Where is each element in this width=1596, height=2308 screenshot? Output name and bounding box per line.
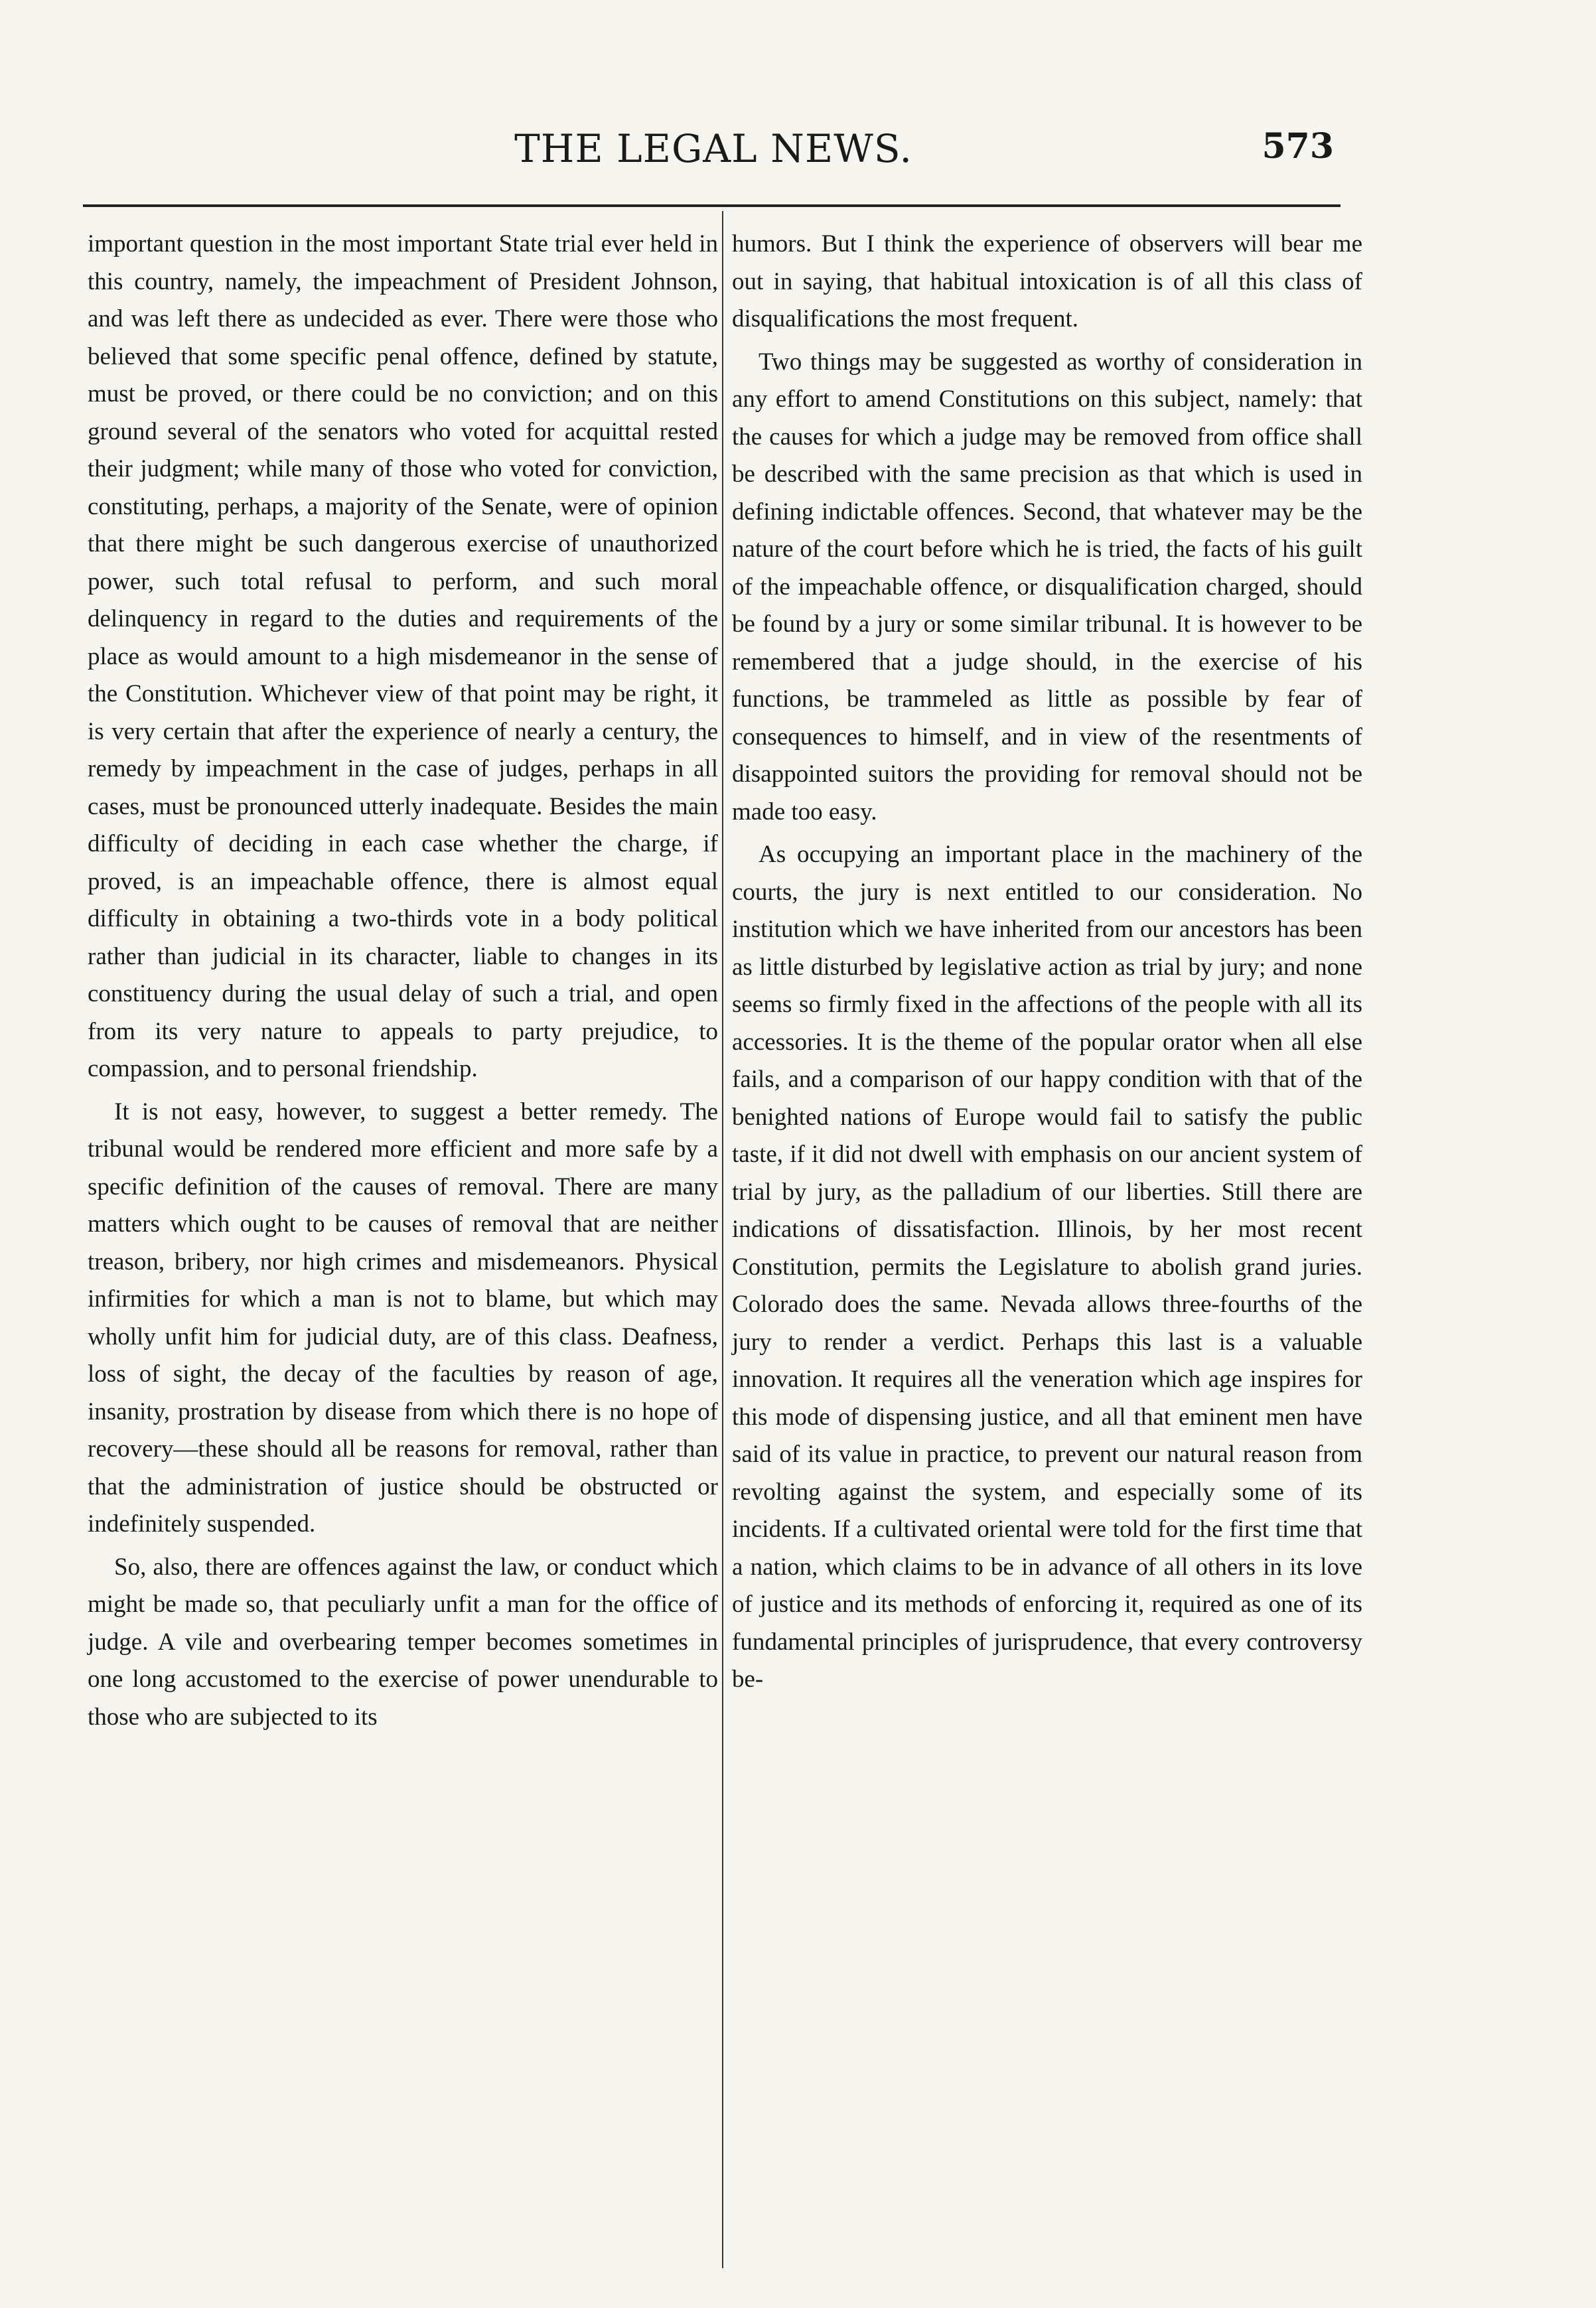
right-column xyxy=(732,226,1362,1699)
left-paragraph-3: So, also, there are offences against the law, or conduct which might be made so, that peculiarly unfit a man for the office of judge. A vile and overbearing temper becomes sometimes in one long accustomed to the exercise of power unendurable to those who are subjected to its xyxy=(88,1553,718,1731)
page-header xyxy=(86,126,1341,179)
right-paragraph-1: humors. But I think the experience of observers will bear me out in saying, that habitual intoxication is of all this class of disqualifications the most frequent. xyxy=(732,230,1362,332)
left-paragraph-1: important question in the most important State trial ever held in this country, namely, the impeachment of President Johnson, and was left there as undecided as ever. There were those who believed that some specific penal offence, defined by statute, must be proved, or there could be no conviction; and on this ground several of the senators who voted for acquittal rested their judgment; while many of those who voted for conviction, constituting, perhaps, a majority of the Senate, were of opinion that there might be such dangerous exercise of unauthorized power, such total refusal to perform, and such moral delinquency in regard to the duties and requirements of the place as would amount to a high misdemeanor in the sense of the Constitution. Whichever view of that point may be right, it is very certain that after the experience of nearly a century, the remedy by impeachment in the case of judges, perhaps in all cases, must be pronounced utterly inadequate. Besides the main difficulty of deciding in each case whether the charge, if proved, is an impeachable offence, there is almost equal difficulty in obtaining a two-thirds vote in a body political rather than judicial in its character, liable to changes in its constituency during the usual delay of such a trial, and open from its very nature to appeals to party prejudice, to compassion, and to personal friendship. xyxy=(88,230,718,1082)
left-paragraph-2: It is not easy, however, to suggest a better remedy. The tribunal would be rendered more efficient and more safe by a specific definition of the causes of removal. There are many matters which ought to be causes of removal that are neither treason, bribery, nor high crimes and misdemeanors. Physical infirmities for which a man is not to blame, but which may wholly unfit him for judicial duty, are of this class. Deafness, loss of sight, the decay of the faculties by reason of age, insanity, prostration by disease from which there is no hope of recovery—these should all be reasons for removal, rather than that the administration of justice should be obstructed or indefinitely suspended. xyxy=(88,1098,718,1538)
left-column xyxy=(88,226,718,1736)
column-divider xyxy=(722,211,723,2268)
right-paragraph-2: Two things may be suggested as worthy of consideration in any effort to amend Constitutions on this subject, namely: that the causes for which a judge may be removed from office shall be described with the same precision as that which is used in defining indictable offences. Second, that whatever may be the nature of the court before which he is tried, the facts of his guilt of the impeachable offence, or disqualification charged, should be found by a jury or some similar tribunal. It is however to be remembered that a judge should, in the exercise of his functions, be trammeled as little as possible by fear of consequences to himself, and in view of the resentments of disappointed suitors the providing for removal should not be made too easy. xyxy=(732,348,1362,826)
page-number: 573 xyxy=(1262,126,1334,167)
header-rule xyxy=(83,204,1341,207)
publication-title: THE LEGAL NEWS. xyxy=(514,126,912,171)
right-paragraph-3: As occupying an important place in the machinery of the courts, the jury is next entitled to our consideration. No institution which we have inherited from our ancestors has been as little disturbed by legislative action as trial by jury; and none seems so firmly fixed in the affections of the people with all its accessories. It is the theme of the popular orator when all else fails, and a comparison of our happy condition with that of the benighted nations of Europe would fail to satisfy the public taste, if it did not dwell with emphasis on our ancient system of trial by jury, as the palladium of our liberties. Still there are indications of dissatisfaction. Illinois, by her most recent Constitution, permits the Legislature to abolish grand juries. Colorado does the same. Nevada allows three-fourths of the jury to render a verdict. Perhaps this last is a valuable innovation. It requires all the veneration which age inspires for this mode of dispensing justice, and all that eminent men have said of its value in practice, to prevent our natural reason from revolting against the system, and especially some of its incidents. If a cultivated oriental were told for the first time that a nation, which claims to be in advance of all others in its love of justice and its methods of enforcing it, required as one of its fundamental principles of jurisprudence, that every controversy be- xyxy=(732,841,1362,1693)
